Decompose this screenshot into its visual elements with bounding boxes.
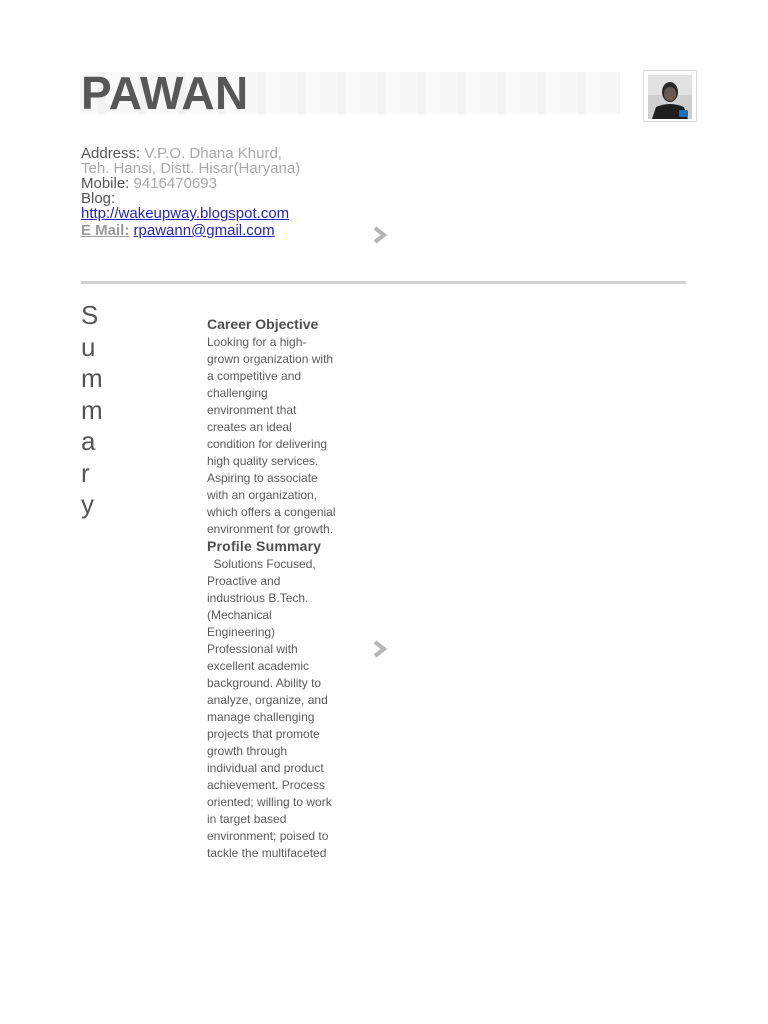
chevron-right-icon: [372, 226, 388, 244]
blog-row: [81, 191, 300, 206]
email-label: E Mail:: [81, 222, 130, 239]
blog-link[interactable]: http://wakeupway.blogspot.com: [81, 205, 290, 222]
address-line1: V.P.O. Dhana Khurd,: [144, 145, 282, 162]
summary-side-heading: [81, 300, 111, 521]
summary-column: [207, 314, 337, 862]
profile-summary-body: Solutions Focused, Proactive and industrious B.Tech. (Mechanical Engineering) Professional with excellent academic background. Ability to analyze, organize, and manage challenging projects that promote growth through individual and product achievement. Process oriented; willing to work in target based environment; poised to tackle the multifaceted: [207, 557, 332, 860]
avatar: [648, 75, 692, 119]
mobile-label: Mobile:: [81, 175, 130, 192]
section-divider: [81, 281, 686, 284]
side-heading-letter: a: [81, 426, 96, 456]
career-objective-text: [207, 334, 337, 556]
side-heading-letter: u: [81, 331, 96, 362]
side-heading-letter: r: [81, 457, 90, 488]
mobile-row: [81, 176, 300, 191]
address-row: [81, 146, 300, 161]
blog-label: Blog:: [81, 190, 116, 207]
profile-summary-heading: Profile Summary: [207, 538, 322, 554]
career-objective-body: Looking for a high-grown organization with a competitive and challenging environment that creates an ideal condition for delivering high quality services. Aspiring to associate with an organization, which offers a congenial environment for growth.: [207, 335, 336, 536]
email-link[interactable]: rpawann@gmail.com: [133, 222, 275, 239]
email-row: [81, 223, 300, 240]
candidate-name: PAWAN: [81, 67, 249, 119]
linkedin-icon: [679, 110, 688, 117]
side-heading-letter: S: [81, 300, 99, 330]
address-label: Address:: [81, 145, 141, 162]
profile-summary-text: [207, 556, 337, 862]
mobile-value: 9416470693: [133, 175, 217, 192]
side-heading-letter: m: [81, 394, 103, 425]
profile-photo: [643, 70, 697, 122]
address-row-2: [81, 161, 300, 176]
chevron-right-icon: [372, 640, 388, 658]
address-line2: Teh. Hansi, Distt. Hisar(Haryana): [81, 160, 301, 177]
career-objective-heading: Career Objective: [207, 316, 319, 332]
side-heading-letter: m: [81, 363, 103, 393]
blog-url-row: [81, 206, 300, 223]
contact-block: [81, 146, 300, 240]
side-heading-letter: y: [81, 489, 94, 519]
